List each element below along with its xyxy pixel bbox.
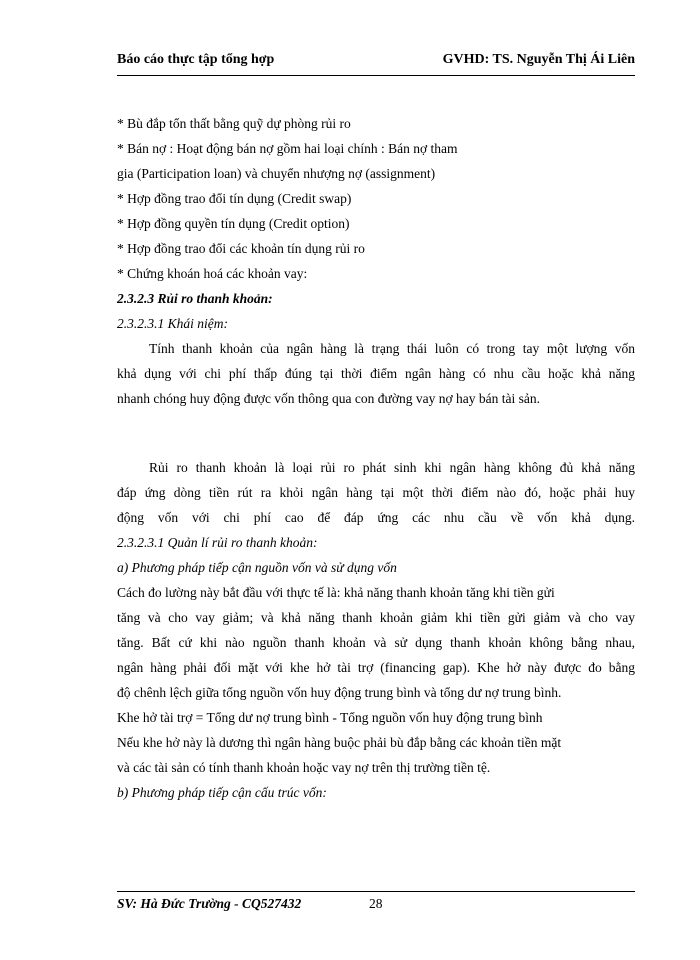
risk-line-2: đáp ứng dòng tiền rút ra khỏi ngân hàng tại một thời điểm nào đó, hoặc phải huy [117,485,635,500]
method-a-line-7: Nếu khe hở này là dương thì ngân hàng buộc phải bù đắp bằng các khoản tiền mặt [117,735,562,750]
page-body [117,111,635,805]
subsection-concept: 2.3.2.3.1 Khái niệm: [117,316,228,331]
bullet-line-7: * Chứng khoán hoá các khoản vay: [117,266,308,281]
footer-student: SV: Hà Đức Trường - CQ527432 [117,896,302,911]
method-a-line-8: và các tài sản có tính thanh khoản hoặc vay nợ trên thị trường tiền tệ. [117,760,491,775]
page-number: 28 [369,896,383,911]
bullet-line-4: * Hợp đồng trao đổi tín dụng (Credit swap) [117,191,352,206]
paragraph-gap [117,411,635,455]
risk-line-1: Rủi ro thanh khoản là loại rủi ro phát sinh khi ngân hàng không đủ khả năng [149,460,635,475]
concept-line-3: nhanh chóng huy động được vốn thông qua con đường vay nợ hay bán tài sản. [117,391,540,406]
bullet-line-1: * Bù đắp tổn thất bằng quỹ dự phòng rủi ro [117,116,351,131]
method-a-line-5: độ chênh lệch giữa tổng nguồn vốn huy động trung bình và tổng dư nợ trung bình. [117,685,562,700]
method-a-line-3: tăng. Bất cứ khi nào nguồn thanh khoản và sử dụng thanh khoản không bằng nhau, [117,635,635,650]
subsection-b: b) Phương pháp tiếp cận cấu trúc vốn: [117,785,327,800]
concept-line-2: khả dụng với chi phí thấp đúng tại thời điểm ngân hàng có nhu cầu hoặc khả năng [117,366,635,381]
funding-gap-formula: Khe hở tài trợ = Tổng dư nợ trung bình - Tổng nguồn vốn huy động trung bình [117,710,543,725]
subsection-a: a) Phương pháp tiếp cận nguồn vốn và sử dụng vốn [117,560,397,575]
page-footer [117,896,635,916]
section-heading-liquidity: 2.3.2.3 Rủi ro thanh khoản: [117,291,273,306]
method-a-line-2: tăng và cho vay giảm; và khả năng thanh khoản giảm khi tiền gửi giảm và cho vay [117,610,635,625]
method-a-line-1: Cách đo lường này bắt đầu với thực tế là: khả năng thanh khoản tăng khi tiền gửi [117,585,555,600]
method-a-line-4: ngân hàng phải đối mặt với khe hở tài trợ (financing gap). Khe hở này được đo bằng [117,660,635,675]
header-report-title: Báo cáo thực tập tổng hợp [117,52,275,67]
header-divider [117,75,635,76]
footer-divider [117,891,635,892]
risk-line-3: động vốn với chi phí cao để đáp ứng các nhu cầu về vốn khả dụng. [117,510,635,525]
concept-line-1: Tính thanh khoản của ngân hàng là trạng thái luôn có trong tay một lượng vốn [149,341,635,356]
bullet-line-2: * Bán nợ : Hoạt động bán nợ gồm hai loại chính : Bán nợ tham [117,141,458,156]
bullet-line-3: gia (Participation loan) và chuyển nhượng nợ (assignment) [117,166,436,181]
header-supervisor: GVHD: TS. Nguyễn Thị Ái Liên [442,52,635,67]
bullet-line-5: * Hợp đồng quyền tín dụng (Credit option) [117,216,350,231]
bullet-line-6: * Hợp đồng trao đổi các khoản tín dụng rủi ro [117,241,365,256]
page-header [117,52,635,74]
subsection-management: 2.3.2.3.1 Quản lí rủi ro thanh khoản: [117,535,318,550]
